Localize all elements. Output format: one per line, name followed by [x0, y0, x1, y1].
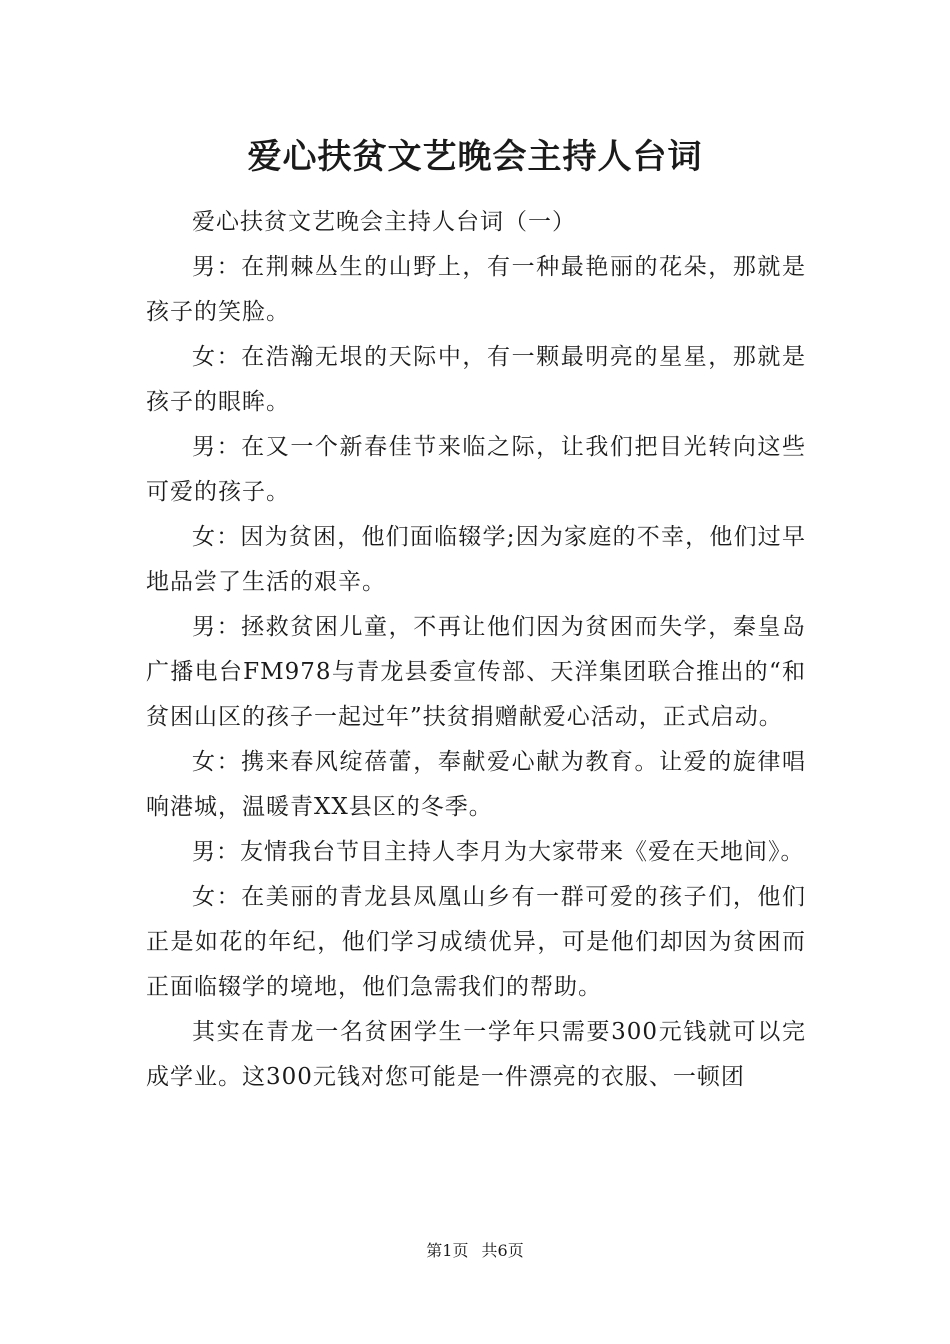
paragraph: 女：在浩瀚无垠的天际中，有一颗最明亮的星星，那就是孩子的眼眸。: [146, 344, 806, 415]
paragraph: 男：在又一个新春佳节来临之际，让我们把目光转向这些可爱的孩子。: [146, 434, 806, 505]
paragraph: 女：因为贫困，他们面临辍学;因为家庭的不幸，他们过早地品尝了生活的艰辛。: [146, 524, 806, 595]
page-footer: [0, 1240, 950, 1262]
paragraph: 女：携来春风绽蓓蕾，奉献爱心献为教育。让爱的旋律唱响港城，温暖青XX县区的冬季。: [146, 749, 806, 820]
page-number: 第1页: [426, 1241, 469, 1260]
paragraph: 男：友情我台节目主持人李月为大家带来《爱在天地间》。: [192, 839, 805, 865]
paragraph: 男：在荆棘丛生的山野上，有一种最艳丽的花朵，那就是孩子的笑脸。: [146, 254, 806, 325]
paragraph: 女：在美丽的青龙县凤凰山乡有一群可爱的孩子们，他们正是如花的年纪，他们学习成绩优异，可是他们却因为贫困而正面临辍学的境地，他们急需我们的帮助。: [146, 884, 806, 1000]
paragraph-subtitle: 爱心扶贫文艺晚会主持人台词（一）: [192, 209, 576, 235]
paragraph: 其实在青龙一名贫困学生一学年只需要300元钱就可以完成学业。这300元钱对您可能是一件漂亮的衣服、一顿团: [146, 1019, 806, 1090]
paragraph: 男：拯救贫困儿童，不再让他们因为贫困而失学，秦皇岛广播电台FM978与青龙县委宣传部、天洋集团联合推出的“和贫困山区的孩子一起过年”扶贫捐赠献爱心活动，正式启动。: [146, 614, 806, 730]
document-title: 爱心扶贫文艺晚会主持人台词: [247, 137, 703, 177]
document-body: [146, 200, 806, 1100]
page-total: 共6页: [481, 1241, 524, 1260]
